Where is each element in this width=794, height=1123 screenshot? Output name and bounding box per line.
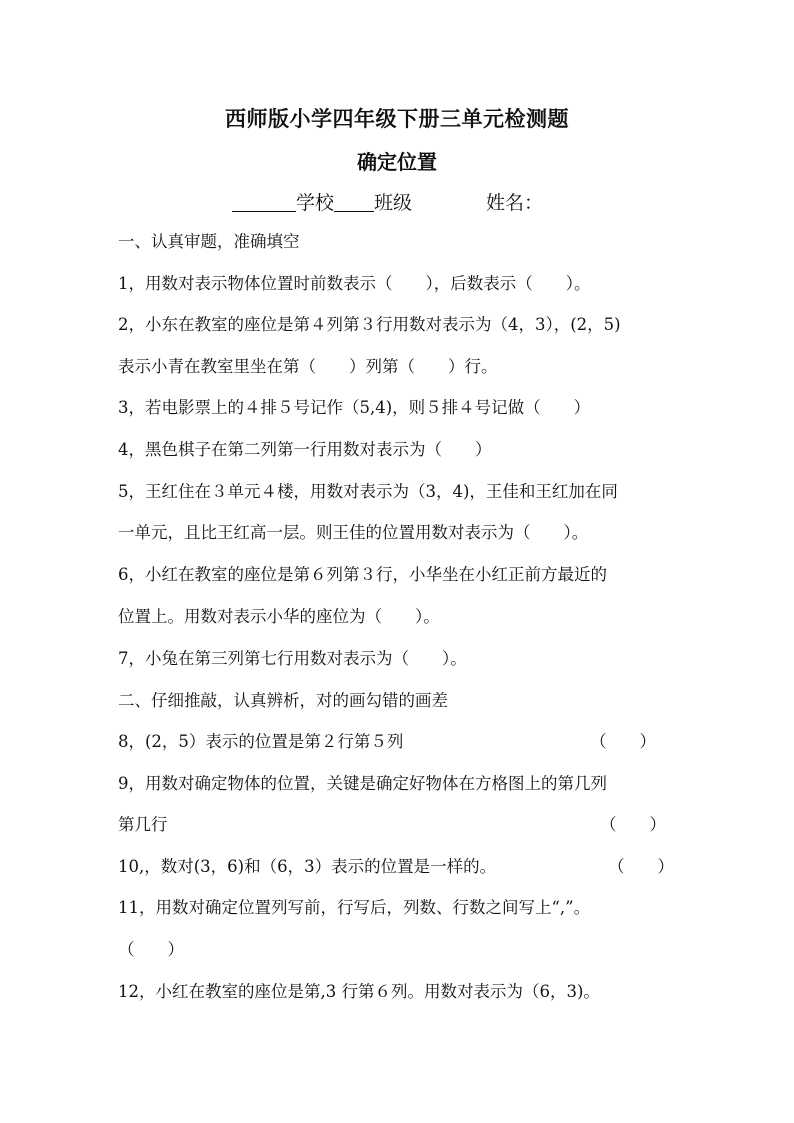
page-title: 西师版小学四年级下册三单元检测题 bbox=[225, 106, 569, 131]
question-11-line1: 11，用数对确定位置列写前，行写后，列数、行数之间写上“,”。 bbox=[118, 898, 591, 917]
question-5-line2: 一单元，且比王红高一层。则王佳的位置用数对表示为（ ）。 bbox=[118, 523, 589, 542]
question-1: 1，用数对表示物体位置时前数表示（ ），后数表示（ ）。 bbox=[118, 274, 591, 293]
question-2-line1: 2，小东在教室的座位是第４列第３行用数对表示为（4，3），(2，5) bbox=[118, 315, 621, 334]
question-4: 4，黑色棋子在第二列第一行用数对表示为（ ） bbox=[118, 440, 492, 459]
question-6-line2: 位置上。用数对表示小华的座位为（ ）。 bbox=[118, 607, 440, 626]
class-blank[interactable] bbox=[334, 191, 374, 212]
class-label: 班级 bbox=[374, 192, 413, 214]
student-info-line bbox=[232, 188, 543, 215]
school-blank[interactable] bbox=[232, 191, 296, 212]
question-9-answer-mark[interactable]: （ ） bbox=[600, 815, 666, 834]
question-7: 7，小兔在第三列第七行用数对表示为（ ）。 bbox=[118, 649, 467, 668]
question-11-answer-mark[interactable]: （ ） bbox=[118, 940, 184, 959]
question-5-line1: 5，王红住在３单元４楼，用数对表示为（3，4)，王佳和王红加在同 bbox=[118, 482, 618, 501]
question-6-line1: 6，小红在教室的座位是第６列第３行，小华坐在小红正前方最近的 bbox=[118, 565, 607, 584]
question-8-answer-mark[interactable]: （ ） bbox=[590, 732, 656, 751]
name-label: 姓名： bbox=[486, 192, 544, 214]
question-12: 12，小红在教室的座位是第,3 行第６列。用数对表示为（6，3)。 bbox=[118, 982, 600, 1001]
question-10-answer-mark[interactable]: （ ） bbox=[608, 857, 674, 876]
question-9-line1: 9，用数对确定物体的位置，关键是确定好物体在方格图上的第几列 bbox=[118, 774, 607, 793]
page-subtitle: 确定位置 bbox=[357, 150, 437, 174]
question-8: 8，(2，5）表示的位置是第２行第５列 bbox=[118, 732, 404, 751]
question-9-line2: 第几行 bbox=[118, 815, 168, 834]
school-label: 学校 bbox=[296, 192, 335, 214]
question-10: 10,，数对(3，6)和（6，3）表示的位置是一样的。 bbox=[118, 857, 497, 876]
section1-heading: 一、认真审题，准确填空 bbox=[118, 232, 300, 251]
section2-heading: 二、仔细推敲，认真辨析，对的画勾错的画差 bbox=[118, 691, 448, 710]
question-3: 3，若电影票上的４排５号记作（5,4)，则５排４号记做（ ） bbox=[118, 398, 591, 417]
question-2-line2: 表示小青在教室里坐在第（ ）列第（ ）行。 bbox=[118, 357, 498, 376]
